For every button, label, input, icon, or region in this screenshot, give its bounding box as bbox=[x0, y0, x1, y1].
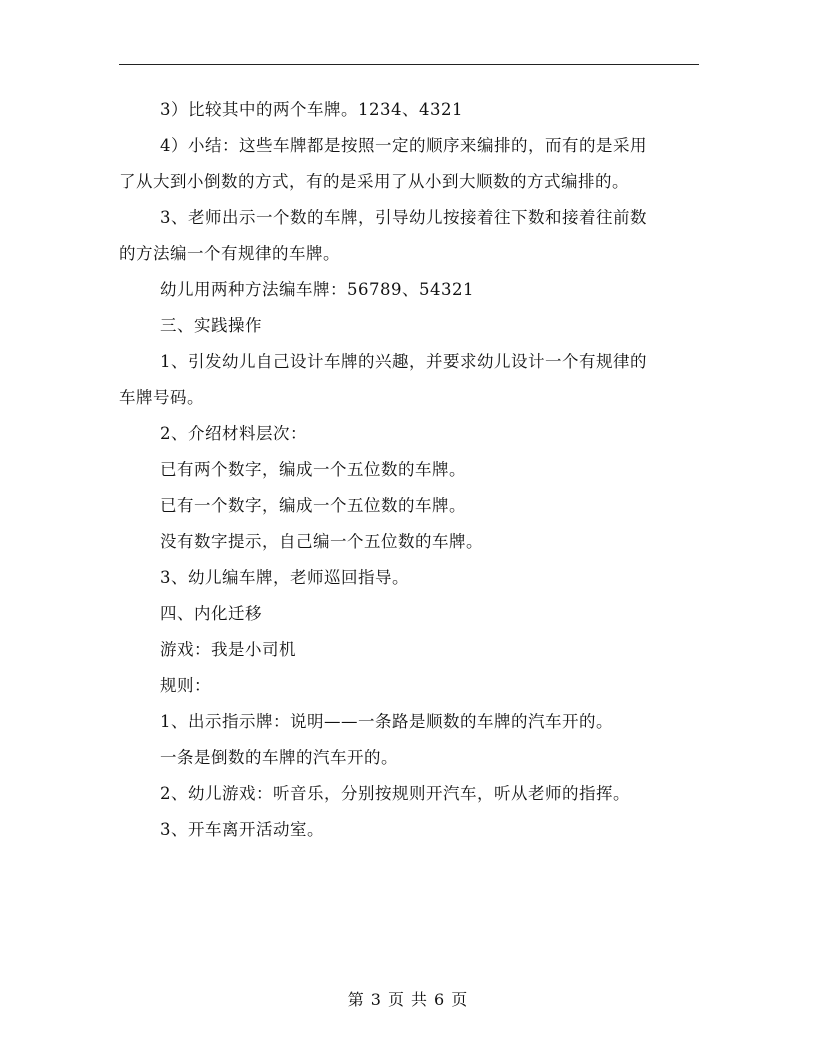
footer-page-number: 3 bbox=[370, 990, 382, 1009]
page-footer bbox=[0, 987, 816, 1010]
paragraph-line: 幼儿用两种方法编车牌：56789、54321 bbox=[160, 280, 474, 299]
paragraph-line: 规则： bbox=[160, 676, 211, 695]
header-rule bbox=[119, 64, 699, 65]
paragraph-line: 3、幼儿编车牌，老师巡回指导。 bbox=[160, 568, 409, 587]
paragraph-line: 游戏：我是小司机 bbox=[160, 640, 296, 659]
paragraph-line: 3、开车离开活动室。 bbox=[160, 820, 324, 839]
paragraph-line: 1、引发幼儿自己设计车牌的兴趣，并要求幼儿设计一个有规律的 bbox=[160, 352, 647, 371]
footer-prefix: 第 bbox=[347, 990, 365, 1009]
footer-suffix: 页 bbox=[451, 990, 469, 1009]
paragraph-line: 4）小结：这些车牌都是按照一定的顺序来编排的，而有的是采用 bbox=[160, 136, 647, 155]
section-heading: 三、实践操作 bbox=[160, 316, 262, 335]
paragraph-line: 3）比较其中的两个车牌。1234、4321 bbox=[160, 100, 463, 119]
paragraph-line: 一条是倒数的车牌的汽车开的。 bbox=[160, 748, 398, 767]
paragraph-line: 没有数字提示，自己编一个五位数的车牌。 bbox=[160, 532, 483, 551]
paragraph-line: 已有两个数字，编成一个五位数的车牌。 bbox=[160, 460, 466, 479]
paragraph-line: 2、幼儿游戏：听音乐，分别按规则开汽车，听从老师的指挥。 bbox=[160, 784, 630, 803]
paragraph-line: 了从大到小倒数的方式，有的是采用了从小到大顺数的方式编排的。 bbox=[119, 172, 629, 191]
paragraph-line: 已有一个数字，编成一个五位数的车牌。 bbox=[160, 496, 466, 515]
document-body bbox=[119, 92, 699, 848]
paragraph-line: 3、老师出示一个数的车牌，引导幼儿按接着往下数和接着往前数 bbox=[160, 208, 647, 227]
paragraph-line: 的方法编一个有规律的车牌。 bbox=[119, 244, 340, 263]
paragraph-line: 1、出示指示牌：说明——一条路是顺数的车牌的汽车开的。 bbox=[160, 712, 613, 731]
paragraph-line: 2、介绍材料层次： bbox=[160, 424, 307, 443]
footer-mid: 页 共 bbox=[387, 990, 429, 1009]
paragraph-line: 车牌号码。 bbox=[119, 388, 204, 407]
section-heading: 四、内化迁移 bbox=[160, 604, 262, 623]
footer-page-total: 6 bbox=[434, 990, 446, 1009]
